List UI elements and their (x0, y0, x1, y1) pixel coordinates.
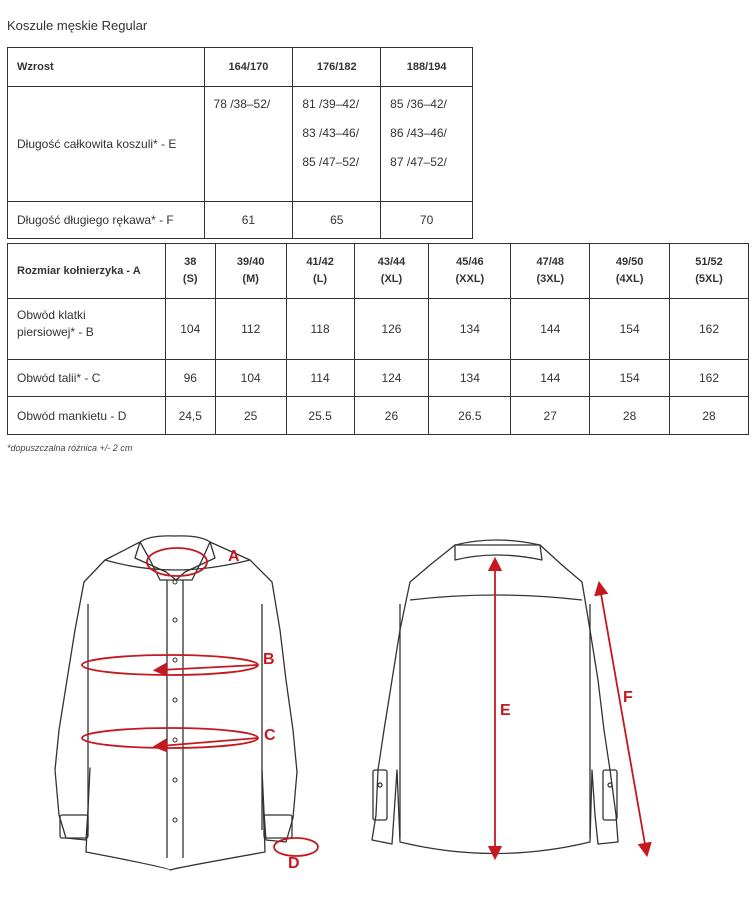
table-cell: 112 (215, 299, 286, 360)
table-cell: 154 (590, 360, 670, 397)
marker-e: E (500, 702, 511, 719)
cell-sleeve-188: 70 (381, 202, 473, 239)
table-cell: 28 (590, 397, 670, 435)
table-header-row (8, 244, 749, 299)
marker-b: B (263, 651, 275, 668)
table-cell: 25.5 (286, 397, 354, 435)
header-label: Rozmiar kołnierzyka - A (17, 264, 141, 277)
waist-measure (82, 728, 258, 748)
marker-d: D (288, 855, 300, 872)
label-line: Obwód klatki (17, 308, 86, 322)
cell-sleeve-164: 61 (204, 202, 293, 239)
size-number: 38 (184, 256, 197, 268)
size-number: 41/42 (306, 256, 334, 268)
collar-size-table (7, 243, 749, 435)
size-letter: (M) (242, 273, 259, 285)
header-size-38 (165, 244, 215, 299)
cell-line: 81 /39–42/ (302, 97, 360, 111)
table-cell: 154 (590, 299, 670, 360)
header-height-176-182: 176/182 (293, 48, 381, 87)
cell-length-164 (204, 87, 293, 202)
table-cell: 25 (215, 397, 286, 435)
header-size-45-46 (429, 244, 511, 299)
table-cell: 26.5 (429, 397, 511, 435)
size-number: 49/50 (615, 256, 644, 268)
size-number: 51/52 (695, 256, 723, 268)
table-cell: 27 (511, 397, 590, 435)
cell-length-176 (293, 87, 381, 202)
header-size-51-52 (670, 244, 749, 299)
row-label-sleeve-length: Długość długiego rękawa* - F (8, 202, 205, 239)
height-size-table (7, 47, 473, 239)
row-label-cuff: Obwód mankietu - D (8, 397, 166, 435)
table-row (8, 299, 749, 360)
table-row (8, 397, 749, 435)
marker-a: A (228, 548, 240, 565)
size-letter: (5XL) (695, 273, 723, 285)
table-cell: 104 (165, 299, 215, 360)
shirt-measurement-diagram (0, 520, 753, 897)
header-size-47-48 (511, 244, 590, 299)
size-number: 39/40 (236, 256, 265, 268)
cell-line: 86 /43–46/ (390, 126, 447, 140)
size-letter: (L) (313, 273, 328, 285)
table-cell: 144 (511, 360, 590, 397)
collar-measure (147, 548, 207, 576)
cuff-measure (274, 838, 318, 856)
tolerance-note: *dopuszczalna różnica +/- 2 cm (7, 443, 133, 453)
cell-sleeve-176: 65 (293, 202, 381, 239)
table-row (8, 202, 473, 239)
table-cell: 96 (165, 360, 215, 397)
size-number: 45/46 (456, 256, 484, 268)
table-row (8, 360, 749, 397)
table-cell: 134 (429, 299, 511, 360)
header-collar-size (8, 244, 166, 299)
table-cell: 124 (354, 360, 429, 397)
cell-length-188 (381, 87, 473, 202)
marker-c: C (264, 727, 276, 744)
header-height-164-170: 164/170 (204, 48, 293, 87)
size-letter: (S) (182, 273, 198, 285)
chest-measure (82, 655, 258, 675)
row-label-chest (8, 299, 166, 360)
header-size-49-50 (590, 244, 670, 299)
header-size-41-42 (286, 244, 354, 299)
front-shirt (55, 536, 297, 870)
row-label-waist: Obwód talii* - C (8, 360, 166, 397)
size-letter: (4XL) (615, 273, 644, 285)
cell-line: 87 /47–52/ (390, 155, 447, 169)
size-letter: (XL) (380, 273, 403, 285)
label-line: piersiowej* - B (17, 325, 94, 339)
header-size-43-44 (354, 244, 429, 299)
page-title: Koszule męskie Regular (7, 18, 148, 33)
size-letter: (XXL) (455, 273, 485, 285)
table-cell: 114 (286, 360, 354, 397)
cell-line: 85 /47–52/ (302, 155, 360, 169)
cell-line: 83 /43–46/ (302, 126, 360, 140)
table-cell: 104 (215, 360, 286, 397)
header-height-188-194: 188/194 (381, 48, 473, 87)
size-letter: (3XL) (536, 273, 564, 285)
table-cell: 144 (511, 299, 590, 360)
table-row (8, 87, 473, 202)
table-cell: 126 (354, 299, 429, 360)
size-number: 43/44 (377, 256, 406, 268)
table-header-row (8, 48, 473, 87)
cell-line: 78 /38–52/ (213, 97, 271, 111)
table-cell: 118 (286, 299, 354, 360)
size-number: 47/48 (536, 256, 564, 268)
table-cell: 134 (429, 360, 511, 397)
header-height: Wzrost (8, 48, 205, 87)
table-cell: 162 (670, 299, 749, 360)
table-cell: 162 (670, 360, 749, 397)
row-label-shirt-length: Długość całkowita koszuli* - E (8, 87, 205, 202)
marker-f: F (623, 689, 633, 706)
table-cell: 26 (354, 397, 429, 435)
table-cell: 24,5 (165, 397, 215, 435)
table-cell: 28 (670, 397, 749, 435)
sleeve-measure (600, 588, 646, 850)
header-size-39-40 (215, 244, 286, 299)
cell-line: 85 /36–42/ (390, 97, 447, 111)
